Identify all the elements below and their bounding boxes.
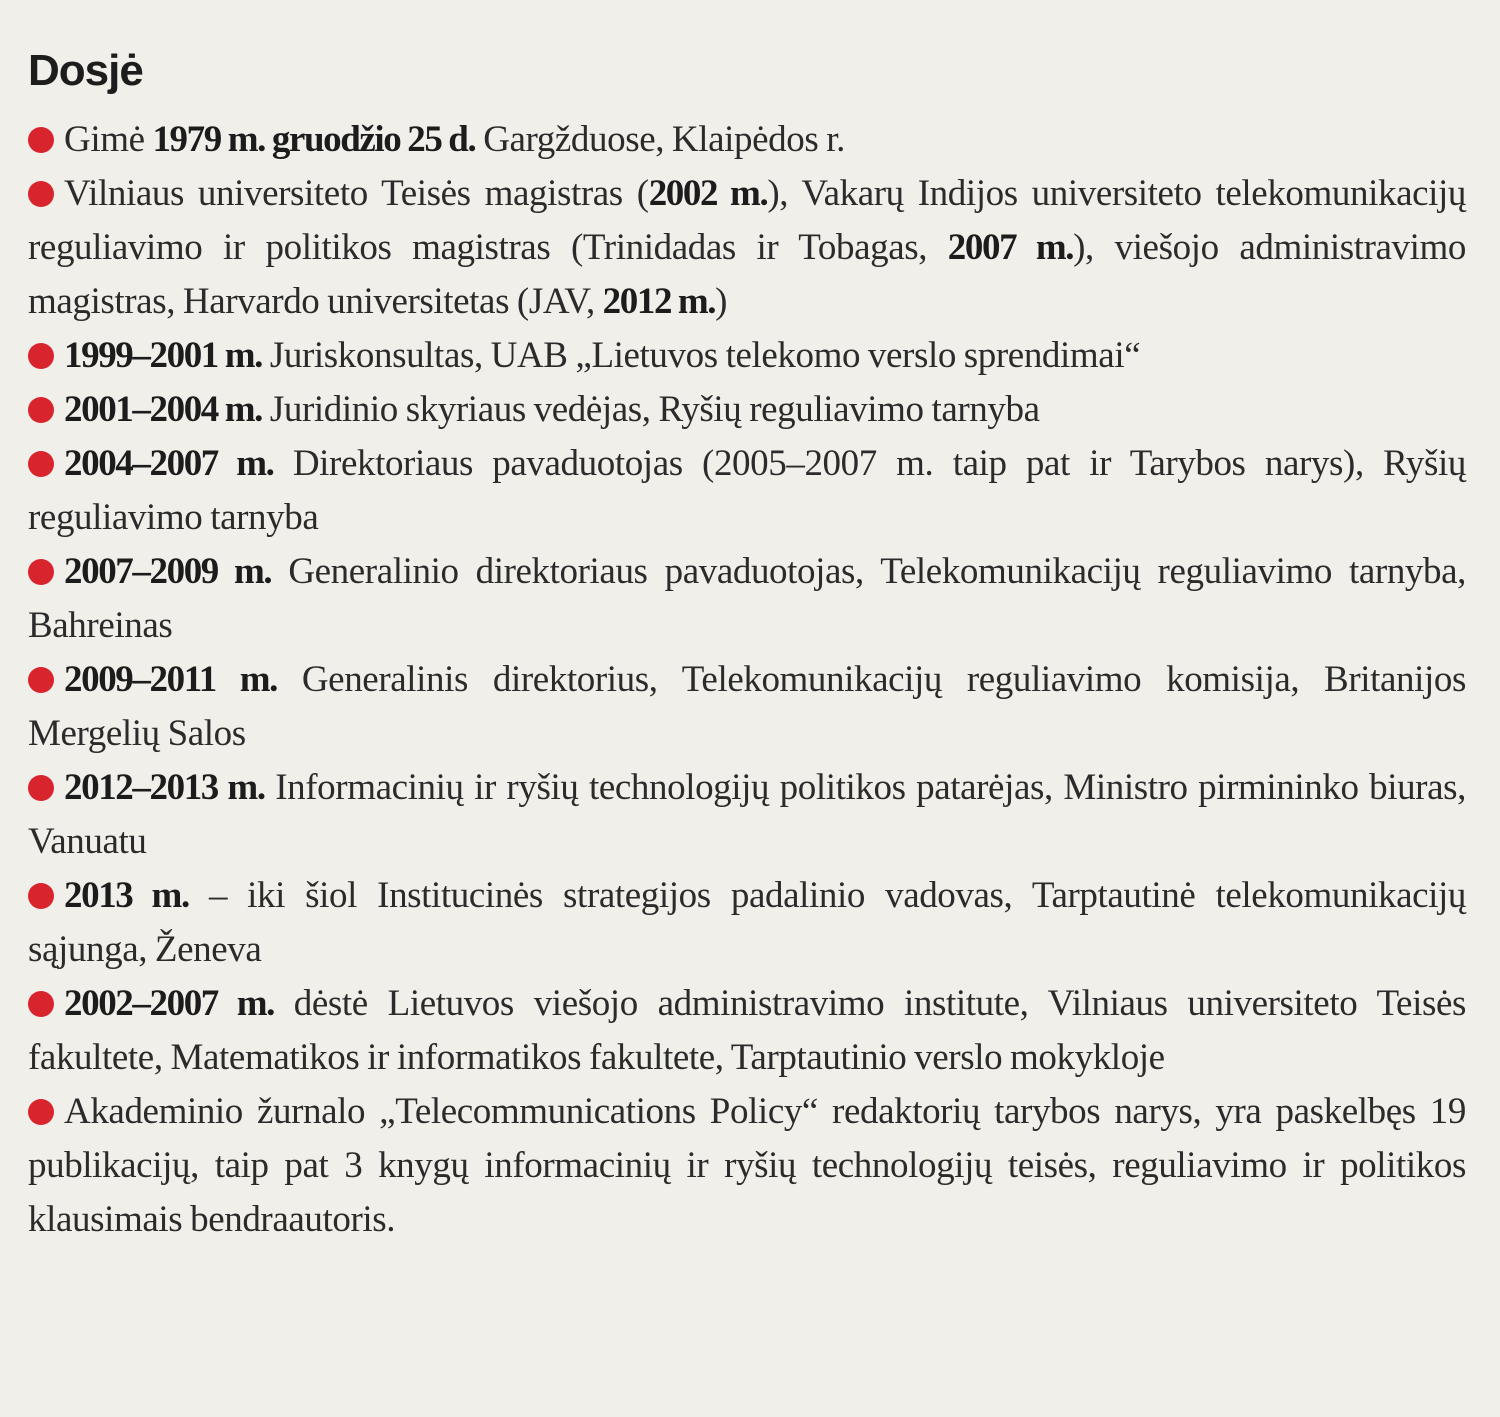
entry-date: 2007–2009 m. xyxy=(64,551,272,592)
entry-text: ), viešojo administravimo magistras, Harvardo universitetas (JAV, xyxy=(28,227,1466,322)
list-item xyxy=(28,977,1466,1085)
entry-date: 2004–2007 m. xyxy=(64,443,274,484)
red-bullet-icon xyxy=(28,883,54,909)
entry-text: Generalinis direktorius, Telekomunikacijų reguliavimo komisija, Britanijos Mergelių Salos xyxy=(28,659,1466,754)
entry-text: Juriskonsultas, UAB „Lietuvos telekomo verslo sprendimai“ xyxy=(262,335,1141,376)
list-item xyxy=(28,113,1466,167)
entry-text: ), Vakarų Indijos universiteto telekomunikacijų reguliavimo ir politikos magistras (Trinidadas ir Tobagas, xyxy=(28,173,1466,268)
entry-date: 2012–2013 m. xyxy=(64,767,265,808)
red-bullet-icon xyxy=(28,397,54,423)
list-item xyxy=(28,545,1466,653)
entry-date: 2012 m. xyxy=(602,281,716,322)
entry-text: Direktoriaus pavaduotojas (2005–2007 m. taip pat ir Tarybos narys), Ryšių reguliavimo tarnyba xyxy=(28,443,1466,538)
red-bullet-icon xyxy=(28,1099,54,1125)
list-item xyxy=(28,761,1466,869)
entry-text: Akademinio žurnalo „Telecommunications Policy“ redaktorių tarybos narys, yra paskelbęs 19 publikacijų, taip pat 3 knygų informacinių ir ryšių technologijų teisės, reguliavimo ir politikos klausimais bendraautoris. xyxy=(28,1091,1466,1240)
entry-text: ) xyxy=(715,281,728,322)
entry-date: 1979 m. gruodžio 25 d. xyxy=(152,119,476,160)
entry-text: Juridinio skyriaus vedėjas, Ryšių reguliavimo tarnyba xyxy=(262,389,1040,430)
entry-text: Vilniaus universiteto Teisės magistras ( xyxy=(64,173,649,214)
entry-date: 2009–2011 m. xyxy=(64,659,277,700)
list-item xyxy=(28,437,1466,545)
red-bullet-icon xyxy=(28,343,54,369)
list-item xyxy=(28,167,1466,329)
entry-date: 2001–2004 m. xyxy=(64,389,263,430)
entry-date: 2002 m. xyxy=(648,173,768,214)
red-bullet-icon xyxy=(28,451,54,477)
entry-text: dėstė Lietuvos viešojo administravimo institute, Vilniaus universiteto Teisės fakultete, Matematikos ir informatikos fakultete, Tarptautinio verslo mokykloje xyxy=(28,983,1466,1078)
list-item xyxy=(28,383,1466,437)
entry-text: Informacinių ir ryšių technologijų politikos patarėjas, Ministro pirmininko biuras, Vanuatu xyxy=(28,767,1466,862)
entry-text: – iki šiol Institucinės strategijos padalinio vadovas, Tarptautinė telekomunikacijų sąjunga, Ženeva xyxy=(28,875,1466,970)
entry-text: Gargžduose, Klaipėdos r. xyxy=(475,119,845,160)
red-bullet-icon xyxy=(28,991,54,1017)
list-item xyxy=(28,1085,1466,1247)
red-bullet-icon xyxy=(28,559,54,585)
red-bullet-icon xyxy=(28,181,54,207)
entry-date: 2013 m. xyxy=(64,875,189,916)
entry-date: 2007 m. xyxy=(947,227,1074,268)
red-bullet-icon xyxy=(28,667,54,693)
list-item xyxy=(28,869,1466,977)
dossier-list xyxy=(28,113,1466,1247)
entry-date: 1999–2001 m. xyxy=(64,335,263,376)
red-bullet-icon xyxy=(28,127,54,153)
entry-text: Gimė xyxy=(64,119,153,160)
entry-text: Generalinio direktoriaus pavaduotojas, Telekomunikacijų reguliavimo tarnyba, Bahreinas xyxy=(28,551,1467,646)
dossier-title: Dosjė xyxy=(28,46,143,95)
entry-date: 2002–2007 m. xyxy=(64,983,274,1024)
red-bullet-icon xyxy=(28,775,54,801)
list-item xyxy=(28,653,1466,761)
list-item xyxy=(28,329,1466,383)
